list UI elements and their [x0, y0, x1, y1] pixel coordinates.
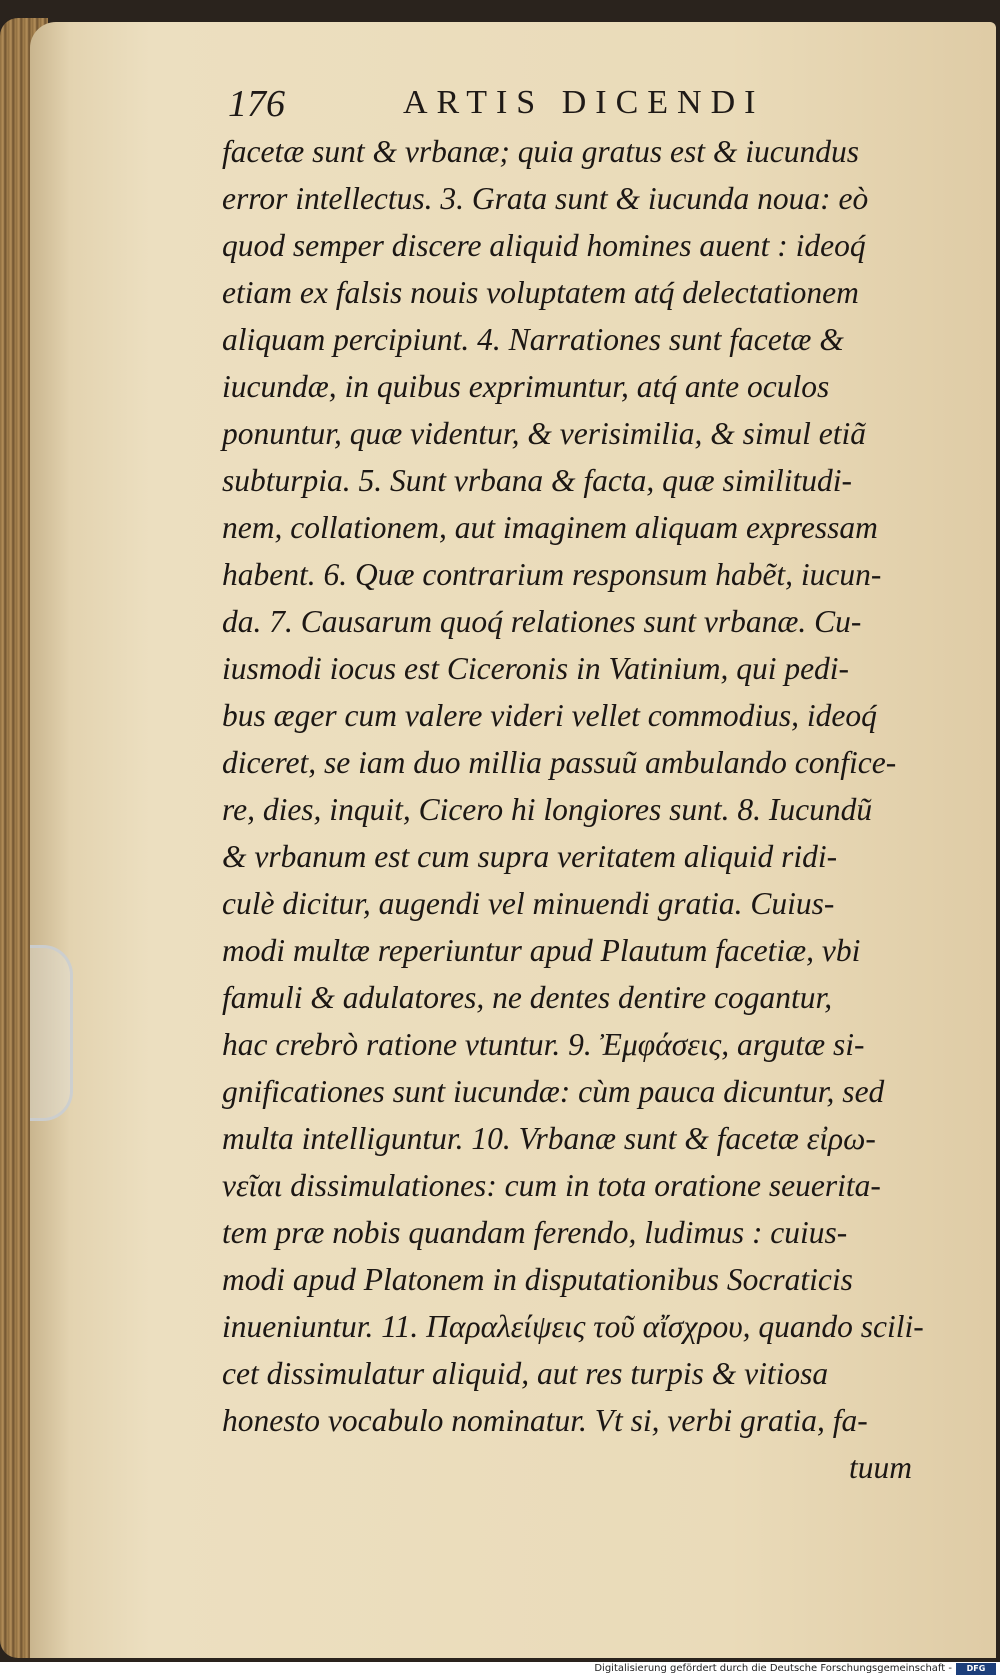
body-text: [222, 128, 962, 1491]
text-line: & vrbanum est cum supra veritatem aliquid ridi-: [222, 839, 838, 874]
text-line: modi apud Platonem in disputationibus Socraticis: [222, 1262, 853, 1297]
catchword: tuum: [849, 1450, 912, 1485]
running-head: [228, 82, 868, 132]
text-line: inueniuntur. 11. Παραλείψεις τοῦ αἴσχρου, quando scili-: [222, 1309, 924, 1344]
footer-bar: [0, 1662, 1000, 1676]
text-line: ponuntur, quæ videntur, & verisimilia, & simul etiã: [222, 416, 866, 451]
funding-credit: Digitalisierung gefördert durch die Deutsche Forschungsgemeinschaft -: [594, 1663, 952, 1674]
text-line: multa intelliguntur. 10. Vrbanæ sunt & facetæ εἰρω-: [222, 1121, 876, 1156]
text-line: da. 7. Causarum quoq́ relationes sunt vrbanæ. Cu-: [222, 604, 862, 639]
text-line: error intellectus. 3. Grata sunt & iucunda noua: eò: [222, 181, 869, 216]
page-clip: [30, 945, 73, 1121]
page-number: 176: [228, 83, 285, 125]
text-line: hac crebrò ratione vtuntur. 9. Ἐμφάσεις, argutæ si-: [222, 1027, 865, 1062]
text-line: etiam ex falsis nouis voluptatem atq́ delectationem: [222, 275, 859, 310]
text-line: nem, collationem, aut imaginem aliquam expressam: [222, 510, 878, 545]
text-line: gnificationes sunt iucundæ: cùm pauca dicuntur, sed: [222, 1074, 885, 1109]
text-line: aliquam percipiunt. 4. Narrationes sunt facetæ &: [222, 322, 844, 357]
text-line: νεῖαι dissimulationes: cum in tota oratione seuerita-: [222, 1168, 881, 1203]
running-title: ARTIS DICENDI: [403, 84, 765, 121]
dfg-logo: DFG: [956, 1663, 996, 1675]
text-line: iucundæ, in quibus exprimuntur, atq́ ante oculos: [222, 369, 830, 404]
text-line: quod semper discere aliquid homines auent : ideoq́: [222, 228, 866, 263]
text-line: bus æger cum valere videri vellet commodius, ideoq́: [222, 698, 877, 733]
text-line: habent. 6. Quæ contrarium responsum habẽt, iucun-: [222, 557, 882, 592]
text-line: tem præ nobis quandam ferendo, ludimus : cuius-: [222, 1215, 848, 1250]
text-line: honesto vocabulo nominatur. Vt si, verbi gratia, fa-: [222, 1403, 868, 1438]
text-line: modi multæ reperiuntur apud Plautum facetiæ, vbi: [222, 933, 861, 968]
text-line: cet dissimulatur aliquid, aut res turpis & vitiosa: [222, 1356, 829, 1391]
text-line: iusmodi iocus est Ciceronis in Vatinium, qui pedi-: [222, 651, 850, 686]
text-line: famuli & adulatores, ne dentes dentire cogantur,: [222, 980, 833, 1015]
text-line: subturpia. 5. Sunt vrbana & facta, quæ similitudi-: [222, 463, 853, 498]
text-line: re, dies, inquit, Cicero hi longiores sunt. 8. Iucundũ: [222, 792, 873, 827]
text-line: diceret, se iam duo millia passuũ ambulando confice-: [222, 745, 897, 780]
text-line: culè dicitur, augendi vel minuendi gratia. Cuius-: [222, 886, 835, 921]
text-line: facetæ sunt & vrbanæ; quia gratus est & iucundus: [222, 134, 859, 169]
